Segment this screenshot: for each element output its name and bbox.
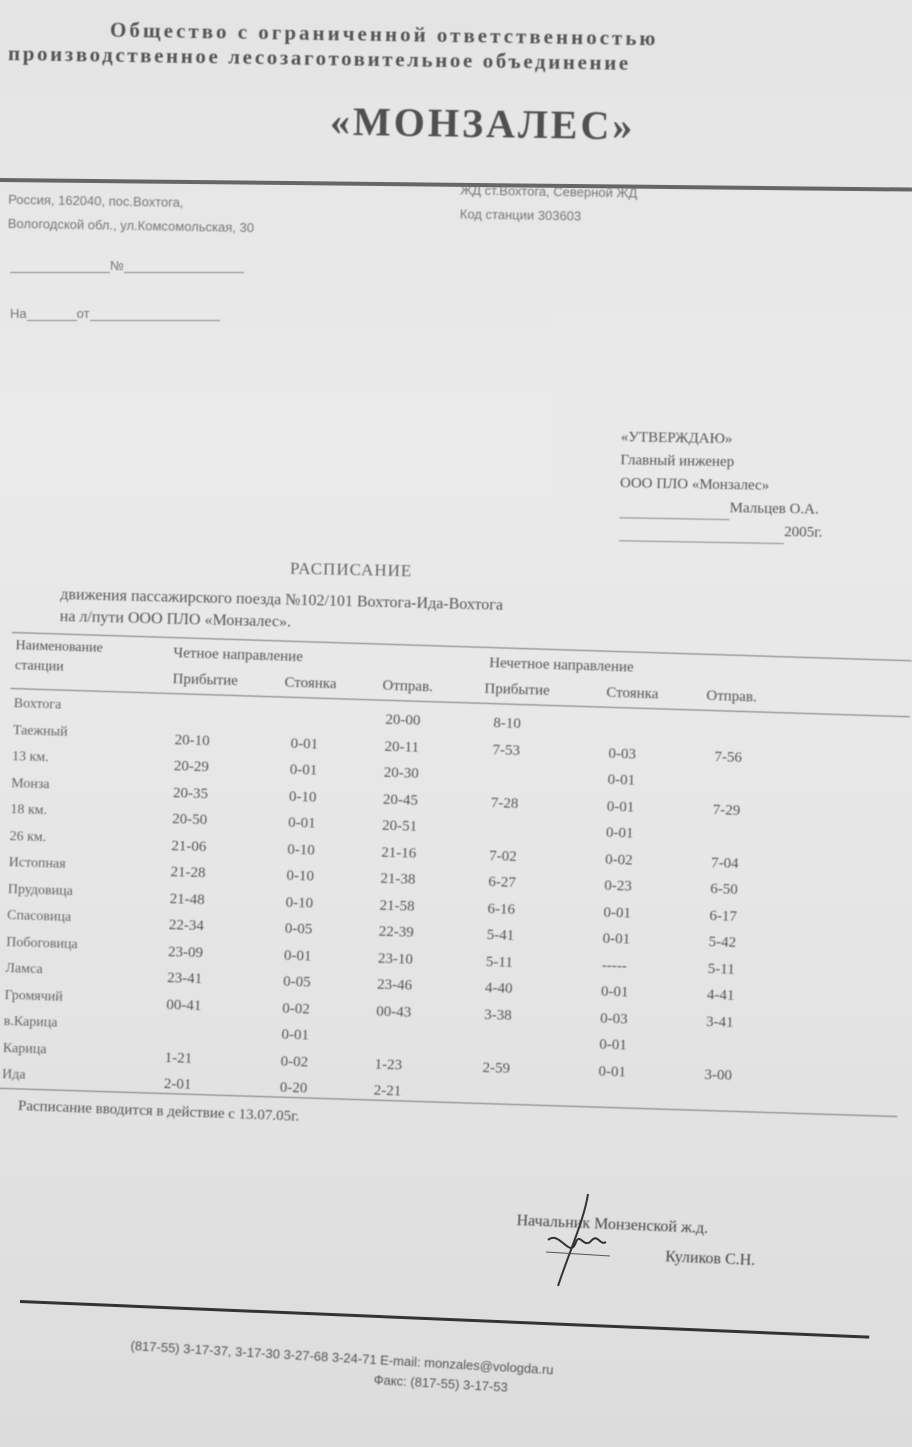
address-left-line1: Россия, 162040, пос.Вохтога,	[8, 191, 184, 210]
even-arrival-cell: 21-28	[170, 864, 206, 882]
even-arrival-cell: 20-35	[172, 784, 209, 802]
station-name: 26 км.	[9, 828, 47, 845]
even-arrival-cell: 1-21	[164, 1049, 193, 1067]
odd-stop-cell: 0-02	[604, 851, 633, 869]
even-departure-cell: 20-30	[383, 764, 419, 782]
even-arrival-cell: 21-48	[169, 890, 205, 908]
even-arrival-cell: 20-29	[173, 758, 210, 776]
even-arrival-cell: 00-41	[166, 996, 202, 1014]
station-name: в.Карица	[3, 1013, 58, 1031]
station-name: Ламса	[5, 960, 43, 978]
even-arrival-cell: 20-10	[174, 731, 210, 749]
footer-contacts	[129, 1336, 554, 1400]
even-arrival-cell: 21-06	[171, 837, 207, 855]
odd-departure-cell: 7-04	[710, 854, 739, 872]
odd-departure-cell: 4-41	[706, 987, 735, 1004]
org-name-line2: производственное лесозаготовительное объединение	[7, 41, 632, 75]
station-name: Побоговица	[6, 934, 78, 952]
odd-departure-cell: 3-00	[704, 1066, 733, 1084]
even-departure-cell: 21-16	[381, 844, 417, 862]
even-arrival-cell: 23-41	[166, 970, 203, 988]
odd-stop-cell: 0-01	[603, 904, 632, 922]
odd-stop-cell: 0-03	[599, 1010, 628, 1028]
approval-block	[619, 426, 824, 545]
odd-arrival-cell: 7-53	[492, 741, 521, 759]
station-name: 18 км.	[10, 802, 48, 819]
odd-stop-cell: 0-03	[608, 745, 637, 763]
station-name: Истопная	[8, 855, 66, 872]
signature-position: Начальник Монзенской ж.д.	[516, 1212, 709, 1238]
approval-position: Главный инженер	[620, 452, 735, 471]
odd-departure-cell: 5-11	[707, 960, 735, 978]
odd-arrival-cell: 2-59	[482, 1059, 511, 1077]
even-departure-header: Отправ.	[382, 677, 434, 696]
station-name: Вохтога	[13, 696, 62, 713]
odd-arrival-cell: 6-16	[487, 900, 516, 918]
odd-stop-cell: 0-23	[604, 877, 633, 895]
address-left-line2: Вологодской обл., ул.Комсомольская, 30	[7, 215, 255, 236]
even-stop-cell: 0-20	[279, 1079, 308, 1097]
table-header-rule	[10, 688, 910, 717]
odd-arrival-cell: 5-11	[485, 953, 514, 971]
even-departure-cell: 22-39	[378, 923, 415, 941]
odd-departure-header: Отправ.	[706, 687, 757, 706]
footer-rule	[20, 1300, 869, 1339]
even-departure-cell: 00-43	[376, 1003, 412, 1021]
even-stop-cell: 0-01	[290, 735, 319, 753]
station-name: Прудовица	[7, 881, 74, 899]
even-departure-cell: 21-38	[380, 870, 416, 888]
odd-departure-cell: 5-42	[708, 934, 737, 951]
odd-stop-cell: 0-01	[602, 930, 631, 948]
even-departure-cell: 20-51	[381, 817, 418, 835]
odd-arrival-cell: 6-27	[488, 874, 517, 891]
approval-company: ООО ПЛО «Монзалес»	[619, 475, 770, 494]
odd-arrival-cell: 7-02	[488, 847, 517, 865]
address-right	[460, 178, 638, 229]
even-direction-header: Четное направление	[173, 645, 304, 666]
col-station-header-1: Наименование	[15, 638, 104, 656]
even-stop-header: Стоянка	[284, 674, 337, 693]
odd-departure-cell: 6-17	[709, 907, 738, 925]
ref-no-label: №	[110, 258, 124, 273]
odd-stop-cell: 0-01	[605, 824, 634, 842]
odd-departure-cell: 7-29	[712, 801, 741, 819]
ref-na-label: На	[10, 306, 27, 321]
ref-ot-label: от	[76, 306, 90, 321]
even-arrival-cell: 23-09	[167, 943, 204, 961]
signature-name: Куликов С.Н.	[664, 1248, 756, 1270]
even-stop-cell: 0-05	[282, 973, 311, 991]
even-stop-cell: 0-05	[284, 920, 313, 938]
station-name: Таежный	[12, 722, 68, 740]
odd-arrival-header: Прибытие	[484, 680, 550, 699]
station-name: Карица	[2, 1040, 47, 1057]
odd-arrival-cell: 7-28	[490, 794, 519, 812]
odd-stop-cell: 0-01	[607, 771, 636, 789]
company-brand: «МОНЗАЛЕС»	[329, 98, 636, 149]
schedule-subtitle-line1: движения пассажирского поезда №102/101 Вохтога-Ида-Вохтога	[60, 586, 504, 614]
approval-year: 2005г.	[784, 524, 823, 541]
footer-phones: (817-55) 3-17-37, 3-17-30 3-27-68 3-24-71	[130, 1338, 378, 1368]
station-name: Монза	[11, 775, 50, 792]
odd-arrival-cell: 4-40	[484, 980, 513, 997]
footer-email[interactable]: E-mail: monzales@vologda.ru	[379, 1352, 555, 1378]
outgoing-ref-line	[10, 258, 244, 273]
even-stop-cell: 0-02	[282, 1000, 311, 1018]
org-name-line1: Общество с ограниченной ответственностью	[109, 17, 659, 51]
schedule-title: РАСПИСАНИЕ	[289, 558, 413, 581]
incoming-ref-line	[10, 306, 220, 321]
even-stop-cell: 0-10	[288, 788, 317, 806]
odd-stop-cell: 0-01	[606, 798, 635, 816]
station-name: Громячий	[4, 987, 64, 1005]
even-arrival-header: Прибытие	[172, 671, 239, 690]
address-left	[8, 188, 255, 240]
odd-arrival-cell: 8-10	[493, 715, 522, 733]
odd-stop-cell: 0-01	[598, 1063, 627, 1080]
even-arrival-cell: 22-34	[168, 917, 205, 935]
even-stop-cell: 0-01	[287, 814, 316, 832]
even-departure-cell: 23-10	[377, 950, 414, 968]
footer-fax: Факс: (817-55) 3-17-53	[373, 1372, 509, 1395]
odd-direction-header: Нечетное направление	[489, 655, 634, 676]
odd-arrival-cell: 5-41	[486, 927, 515, 944]
schedule-effective-note: Расписание вводится в действие с 13.07.05г.	[17, 1098, 300, 1125]
approval-signer: Мальцев О.А.	[729, 500, 819, 518]
odd-stop-cell: -----	[601, 957, 628, 974]
odd-departure-cell: 3-41	[705, 1013, 734, 1031]
odd-arrival-cell: 3-38	[483, 1006, 512, 1024]
even-departure-cell: 20-45	[382, 791, 419, 809]
even-departure-cell: 21-58	[379, 897, 415, 915]
even-departure-cell: 2-21	[373, 1082, 402, 1100]
even-departure-cell: 23-46	[376, 976, 413, 994]
address-right-line2: Код станции 303603	[459, 206, 582, 224]
approval-heading: «УТВЕРЖДАЮ»	[620, 429, 733, 448]
odd-departure-cell: 6-50	[710, 881, 739, 898]
odd-stop-cell: 0-01	[599, 1036, 628, 1054]
even-arrival-cell: 2-01	[163, 1075, 192, 1093]
even-stop-cell: 0-10	[285, 894, 314, 912]
odd-stop-cell: 0-01	[600, 983, 629, 1001]
even-departure-cell: 20-11	[384, 738, 420, 756]
even-stop-cell: 0-01	[281, 1026, 310, 1044]
schedule-subtitle	[59, 584, 503, 639]
odd-stop-header: Стоянка	[606, 684, 659, 703]
handwritten-signature-icon	[540, 1190, 620, 1290]
even-stop-cell: 0-10	[287, 841, 316, 859]
even-stop-cell: 0-02	[280, 1053, 309, 1071]
address-right-line1: ЖД ст.Вохтога, Северной ЖД	[460, 182, 638, 201]
even-stop-cell: 0-10	[286, 867, 315, 885]
station-name: Спасовица	[6, 907, 72, 925]
odd-departure-cell: 7-56	[714, 748, 743, 766]
even-departure-cell: 1-23	[374, 1056, 403, 1073]
even-arrival-cell: 20-50	[171, 811, 208, 829]
schedule-subtitle-line2: на л/пути ООО ПЛО «Монзалес».	[59, 607, 292, 631]
even-stop-cell: 0-01	[283, 947, 312, 965]
col-station-header-2: станции	[14, 658, 64, 675]
station-name: 13 км.	[11, 749, 49, 766]
even-stop-cell: 0-01	[289, 761, 318, 779]
station-name: Ида	[1, 1066, 26, 1083]
even-departure-cell: 20-00	[385, 711, 421, 729]
